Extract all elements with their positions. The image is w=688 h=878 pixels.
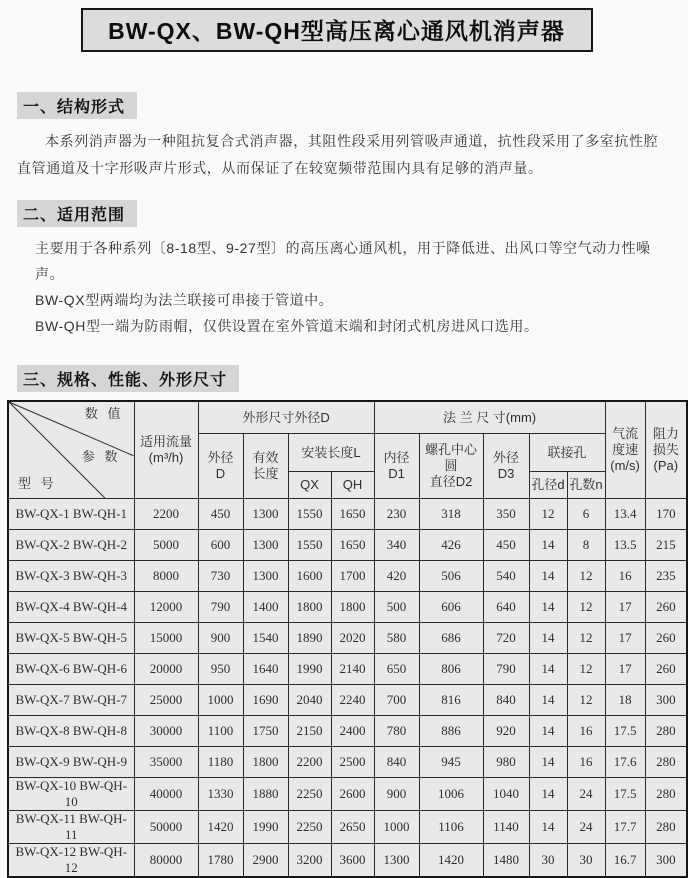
value-cell: 1540 <box>243 623 288 654</box>
value-cell: 1000 <box>198 685 243 716</box>
value-cell: 14 <box>529 685 567 716</box>
value-cell: 1040 <box>483 778 529 811</box>
col-outer-diameter-d: 外径 D <box>198 434 243 499</box>
model-cell: BW-QX-11 BW-QH-11 <box>8 811 134 844</box>
value-cell: 80000 <box>134 844 198 878</box>
value-cell: 260 <box>645 623 687 654</box>
col-hole-diameter: 孔径d <box>529 472 567 499</box>
value-cell: 1180 <box>198 747 243 778</box>
value-cell: 640 <box>483 592 529 623</box>
value-cell: 350 <box>483 499 529 530</box>
model-cell: BW-QX-12 BW-QH-12 <box>8 844 134 878</box>
value-cell: 840 <box>483 685 529 716</box>
value-cell: 500 <box>374 592 419 623</box>
value-cell: 1550 <box>288 499 331 530</box>
value-cell: 12 <box>567 623 605 654</box>
value-cell: 14 <box>529 747 567 778</box>
value-cell: 30 <box>567 844 605 878</box>
model-cell: BW-QX-2 BW-QH-2 <box>8 530 134 561</box>
value-cell: 300 <box>645 685 687 716</box>
col-pressure-loss: 阻力 损失 (Pa) <box>645 401 687 499</box>
table-row <box>8 530 687 561</box>
value-cell: 1420 <box>198 811 243 844</box>
value-cell: 2250 <box>288 778 331 811</box>
value-cell: 14 <box>529 530 567 561</box>
value-cell: 2600 <box>331 778 374 811</box>
table-row <box>8 844 687 878</box>
value-cell: 2650 <box>331 811 374 844</box>
table-row <box>8 592 687 623</box>
table-row <box>8 778 687 811</box>
value-cell: 1480 <box>483 844 529 878</box>
value-cell: 2200 <box>134 499 198 530</box>
value-cell: 2040 <box>288 685 331 716</box>
value-cell: 1880 <box>243 778 288 811</box>
usage-line: BW-QX型两端均为法兰联接可串接于管道中。 <box>35 292 334 308</box>
table-row <box>8 685 687 716</box>
value-cell: 300 <box>645 844 687 878</box>
value-cell: 14 <box>529 592 567 623</box>
col-bolt-circle-d2: 螺孔中心圆 直径D2 <box>419 434 483 499</box>
value-cell: 17 <box>605 654 645 685</box>
document-page <box>0 8 679 875</box>
value-cell: 230 <box>374 499 419 530</box>
col-flange-outer-d3: 外径 D3 <box>483 434 529 499</box>
value-cell: 17.7 <box>605 811 645 844</box>
value-cell: 340 <box>374 530 419 561</box>
table-row <box>8 654 687 685</box>
col-inner-diameter-d1: 内径 D1 <box>374 434 419 499</box>
value-cell: 720 <box>483 623 529 654</box>
value-cell: 2140 <box>331 654 374 685</box>
section-2-body <box>17 235 659 339</box>
value-cell: 2200 <box>288 747 331 778</box>
spec-table <box>7 400 688 878</box>
value-cell: 17 <box>605 592 645 623</box>
value-cell: 540 <box>483 561 529 592</box>
value-cell: 5000 <box>134 530 198 561</box>
value-cell: 280 <box>645 747 687 778</box>
value-cell: 30000 <box>134 716 198 747</box>
corner-label-model: 型 号 <box>18 476 57 491</box>
value-cell: 900 <box>198 623 243 654</box>
value-cell: 1106 <box>419 811 483 844</box>
value-cell: 1300 <box>374 844 419 878</box>
value-cell: 14 <box>529 716 567 747</box>
value-cell: 280 <box>645 811 687 844</box>
value-cell: 1550 <box>288 530 331 561</box>
value-cell: 816 <box>419 685 483 716</box>
value-cell: 1300 <box>243 530 288 561</box>
col-install-length-qh: QH <box>331 472 374 499</box>
value-cell: 1800 <box>331 592 374 623</box>
value-cell: 1990 <box>243 811 288 844</box>
value-cell: 920 <box>483 716 529 747</box>
value-cell: 2020 <box>331 623 374 654</box>
value-cell: 1800 <box>288 592 331 623</box>
value-cell: 16 <box>605 561 645 592</box>
section-3-heading: 三、规格、性能、外形尺寸 <box>17 365 239 392</box>
value-cell: 1600 <box>288 561 331 592</box>
value-cell: 1100 <box>198 716 243 747</box>
value-cell: 17.5 <box>605 716 645 747</box>
value-cell: 1650 <box>331 499 374 530</box>
value-cell: 1300 <box>243 499 288 530</box>
model-cell: BW-QX-1 BW-QH-1 <box>8 499 134 530</box>
table-row <box>8 623 687 654</box>
group-connection-holes: 联接孔 <box>529 434 605 472</box>
value-cell: 20000 <box>134 654 198 685</box>
value-cell: 730 <box>198 561 243 592</box>
spec-table-body <box>8 499 687 878</box>
value-cell: 1990 <box>288 654 331 685</box>
value-cell: 2500 <box>331 747 374 778</box>
value-cell: 12 <box>567 685 605 716</box>
value-cell: 215 <box>645 530 687 561</box>
value-cell: 1420 <box>419 844 483 878</box>
value-cell: 780 <box>374 716 419 747</box>
value-cell: 25000 <box>134 685 198 716</box>
value-cell: 16 <box>567 747 605 778</box>
value-cell: 40000 <box>134 778 198 811</box>
value-cell: 650 <box>374 654 419 685</box>
spec-table-header <box>8 401 687 499</box>
value-cell: 1690 <box>243 685 288 716</box>
value-cell: 1800 <box>243 747 288 778</box>
value-cell: 17.5 <box>605 778 645 811</box>
value-cell: 1140 <box>483 811 529 844</box>
value-cell: 260 <box>645 592 687 623</box>
corner-label-parameter: 参 数 <box>81 449 121 464</box>
value-cell: 980 <box>483 747 529 778</box>
value-cell: 1400 <box>243 592 288 623</box>
group-flange-size: 法 兰 尺 寸(mm) <box>374 401 605 434</box>
model-cell: BW-QX-3 BW-QH-3 <box>8 561 134 592</box>
section-2-heading: 二、适用范围 <box>17 200 137 227</box>
value-cell: 280 <box>645 716 687 747</box>
col-hole-count: 孔数n <box>567 472 605 499</box>
value-cell: 1640 <box>243 654 288 685</box>
value-cell: 2400 <box>331 716 374 747</box>
value-cell: 14 <box>529 811 567 844</box>
model-cell: BW-QX-6 BW-QH-6 <box>8 654 134 685</box>
table-row <box>8 811 687 844</box>
value-cell: 790 <box>198 592 243 623</box>
value-cell: 886 <box>419 716 483 747</box>
value-cell: 12 <box>567 592 605 623</box>
value-cell: 1780 <box>198 844 243 878</box>
value-cell: 24 <box>567 811 605 844</box>
col-install-length-qx: QX <box>288 472 331 499</box>
value-cell: 1000 <box>374 811 419 844</box>
value-cell: 35000 <box>134 747 198 778</box>
value-cell: 50000 <box>134 811 198 844</box>
value-cell: 700 <box>374 685 419 716</box>
value-cell: 2240 <box>331 685 374 716</box>
value-cell: 790 <box>483 654 529 685</box>
value-cell: 16.7 <box>605 844 645 878</box>
table-row <box>8 747 687 778</box>
value-cell: 14 <box>529 654 567 685</box>
value-cell: 17 <box>605 623 645 654</box>
model-cell: BW-QX-8 BW-QH-8 <box>8 716 134 747</box>
model-cell: BW-QX-5 BW-QH-5 <box>8 623 134 654</box>
model-cell: BW-QX-9 BW-QH-9 <box>8 747 134 778</box>
value-cell: 600 <box>198 530 243 561</box>
table-row <box>8 499 687 530</box>
value-cell: 13.5 <box>605 530 645 561</box>
value-cell: 8000 <box>134 561 198 592</box>
value-cell: 2150 <box>288 716 331 747</box>
value-cell: 235 <box>645 561 687 592</box>
value-cell: 318 <box>419 499 483 530</box>
value-cell: 3200 <box>288 844 331 878</box>
usage-line: BW-QH型一端为防雨帽，仅供设置在室外管道末端和封闭式机房进风口选用。 <box>35 318 539 334</box>
value-cell: 17.6 <box>605 747 645 778</box>
value-cell: 14 <box>529 778 567 811</box>
value-cell: 1650 <box>331 530 374 561</box>
value-cell: 8 <box>567 530 605 561</box>
value-cell: 1750 <box>243 716 288 747</box>
value-cell: 15000 <box>134 623 198 654</box>
value-cell: 13.4 <box>605 499 645 530</box>
value-cell: 2900 <box>243 844 288 878</box>
value-cell: 12000 <box>134 592 198 623</box>
usage-line: 主要用于各种系列〔8-18型、9-27型〕的高压离心通风机，用于降低进、出风口等空气动力性噪声。 <box>35 240 651 282</box>
col-effective-length: 有效 长度 <box>243 434 288 499</box>
value-cell: 900 <box>374 778 419 811</box>
value-cell: 30 <box>529 844 567 878</box>
value-cell: 12 <box>567 654 605 685</box>
table-row <box>8 716 687 747</box>
value-cell: 260 <box>645 654 687 685</box>
value-cell: 450 <box>198 499 243 530</box>
value-cell: 14 <box>529 561 567 592</box>
value-cell: 24 <box>567 778 605 811</box>
model-cell: BW-QX-7 BW-QH-7 <box>8 685 134 716</box>
model-cell: BW-QX-4 BW-QH-4 <box>8 592 134 623</box>
value-cell: 950 <box>198 654 243 685</box>
value-cell: 1700 <box>331 561 374 592</box>
group-outer-dimensions: 外形尺寸外径D <box>198 401 374 434</box>
value-cell: 3600 <box>331 844 374 878</box>
value-cell: 18 <box>605 685 645 716</box>
value-cell: 6 <box>567 499 605 530</box>
col-air-velocity: 气流 度速 (m/s) <box>605 401 645 499</box>
value-cell: 1300 <box>243 561 288 592</box>
section-1-heading: 一、结构形式 <box>17 92 137 119</box>
model-cell: BW-QX-10 BW-QH-10 <box>8 778 134 811</box>
corner-cell <box>8 401 134 499</box>
col-flow-rate: 适用流量 (m³/h) <box>134 401 198 499</box>
value-cell: 420 <box>374 561 419 592</box>
value-cell: 14 <box>529 623 567 654</box>
table-row <box>8 561 687 592</box>
value-cell: 12 <box>529 499 567 530</box>
value-cell: 12 <box>567 561 605 592</box>
value-cell: 426 <box>419 530 483 561</box>
value-cell: 506 <box>419 561 483 592</box>
section-1-body: 本系列消声器为一种阻抗复合式消声器，其阻性段采用列管吸声通道，抗性段采用了多室抗性腔直管通道及十字形吸声片形式，从而保证了在较宽频带范围内具有足够的消声量。 <box>17 133 659 176</box>
document-title: BW-QX、BW-QH型高压离心通风机消声器 <box>81 8 593 52</box>
value-cell: 1330 <box>198 778 243 811</box>
value-cell: 806 <box>419 654 483 685</box>
value-cell: 170 <box>645 499 687 530</box>
value-cell: 945 <box>419 747 483 778</box>
corner-label-value: 数 值 <box>84 406 124 421</box>
value-cell: 280 <box>645 778 687 811</box>
value-cell: 580 <box>374 623 419 654</box>
value-cell: 2250 <box>288 811 331 844</box>
group-install-length: 安装长度L <box>288 434 374 472</box>
value-cell: 16 <box>567 716 605 747</box>
value-cell: 686 <box>419 623 483 654</box>
value-cell: 450 <box>483 530 529 561</box>
value-cell: 1890 <box>288 623 331 654</box>
value-cell: 606 <box>419 592 483 623</box>
value-cell: 840 <box>374 747 419 778</box>
value-cell: 1006 <box>419 778 483 811</box>
